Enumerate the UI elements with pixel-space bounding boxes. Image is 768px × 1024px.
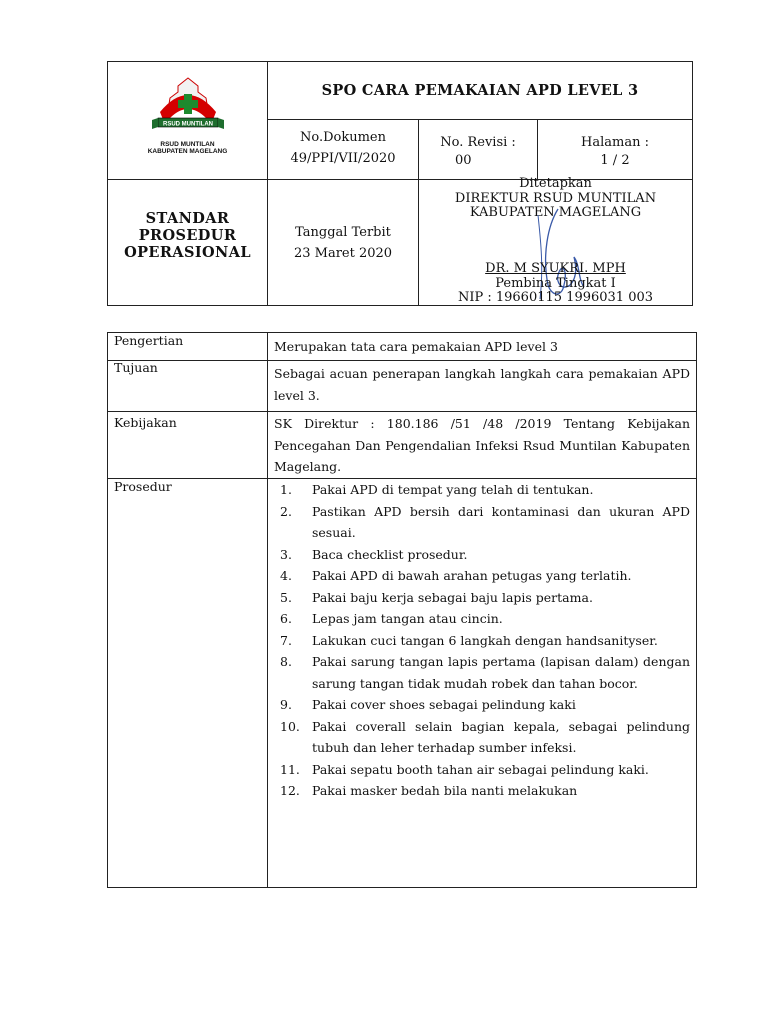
direktur-line1: DIREKTUR RSUD MUNTILAN xyxy=(454,190,657,206)
prosedur-steps-list xyxy=(274,479,690,802)
step-number: 11. xyxy=(280,761,300,777)
no-revisi-value: 00 xyxy=(455,153,472,168)
signer-rank: Pembina Tingkat I xyxy=(495,275,616,291)
step-text: Pakai APD di bawah arahan petugas yang terlatih. xyxy=(312,568,632,583)
step-number: 5. xyxy=(280,589,292,605)
step-number: 2. xyxy=(280,503,292,519)
table-divider xyxy=(108,360,696,361)
tanggal-terbit-label: Tanggal Terbit xyxy=(295,225,391,240)
step-text: Lepas jam tangan atau cincin. xyxy=(312,611,503,626)
step-number: 8. xyxy=(280,654,292,669)
kebijakan-text: SK Direktur : 180.186 /51 /48 /2019 Tentang Kebijakan Pencegahan Dan Pengendalian Infeksi Rsud Muntilan Kabupaten Magelang. xyxy=(274,416,690,474)
document-header-table xyxy=(107,61,693,306)
signer-nip: NIP : 19660115 1996031 003 xyxy=(457,290,654,305)
ditetapkan-label: Ditetapkan xyxy=(519,176,592,191)
sop-line3: OPERASIONAL xyxy=(124,244,251,261)
step-text: Pakai sepatu booth tahan air sebagai pelindung kaki. xyxy=(312,761,649,777)
step-text: Pakai coverall selain bagian kepala, sebagai pelindung tubuh dan leher terhadap sumber infeksi. xyxy=(312,718,690,755)
logo-banner-text: RSUD MUNTILAN xyxy=(163,121,213,128)
table-divider xyxy=(108,411,696,412)
step-text: Pakai APD di tempat yang telah di tentukan. xyxy=(312,482,594,497)
step-number: 4. xyxy=(280,568,292,583)
logo-caption-line2: KABUPATEN MAGELANG xyxy=(147,148,228,155)
step-text: Pakai masker bedah bila nanti melakukan xyxy=(312,783,578,798)
sop-line1: STANDAR xyxy=(145,210,230,227)
list-item xyxy=(274,565,690,587)
tanggal-terbit-value: 23 Maret 2020 xyxy=(293,246,393,261)
table-divider xyxy=(267,333,268,887)
list-item xyxy=(274,651,690,694)
step-number: 12. xyxy=(280,783,300,798)
pengertian-label: Pengertian xyxy=(114,333,184,348)
no-dokumen-label: No.Dokumen xyxy=(300,130,386,145)
pengertian-text: Merupakan tata cara pemakaian APD level 3 xyxy=(274,339,558,354)
list-item xyxy=(274,759,690,781)
no-revisi-label: No. Revisi : xyxy=(440,135,516,150)
list-item xyxy=(274,544,690,566)
halaman-value: 1 / 2 xyxy=(600,153,630,168)
hospital-logo-icon xyxy=(146,74,230,136)
list-item xyxy=(274,479,690,501)
document-title: SPO CARA PEMAKAIAN APD LEVEL 3 xyxy=(321,82,639,99)
step-text: Pakai cover shoes sebagai pelindung kaki xyxy=(312,697,576,712)
procedure-table xyxy=(107,332,697,888)
step-text: Pastikan APD bersih dari kontaminasi dan ukuran APD sesuai. xyxy=(312,503,690,540)
sop-line2: PROSEDUR xyxy=(138,227,237,244)
list-item xyxy=(274,630,690,652)
list-item xyxy=(274,716,690,759)
step-number: 10. xyxy=(280,718,300,734)
step-text: Pakai sarung tangan lapis pertama (lapisan dalam) dengan sarung tangan tidak mudah robek dan tahan bocor. xyxy=(312,654,690,691)
step-text: Pakai baju kerja sebagai baju lapis pertama. xyxy=(312,589,593,605)
logo-caption-line1: RSUD MUNTILAN xyxy=(160,141,215,148)
step-text: Baca checklist prosedur. xyxy=(312,546,468,562)
list-item xyxy=(274,780,690,802)
direktur-line2: KABUPATEN MAGELANG xyxy=(469,205,642,220)
header-divider xyxy=(267,119,692,120)
tujuan-label: Tujuan xyxy=(114,360,158,375)
list-item xyxy=(274,608,690,630)
hospital-logo xyxy=(108,62,267,179)
step-number: 1. xyxy=(280,482,292,497)
step-number: 3. xyxy=(280,546,292,562)
step-number: 7. xyxy=(280,632,292,648)
prosedur-label: Prosedur xyxy=(114,479,172,494)
list-item xyxy=(274,694,690,716)
step-number: 9. xyxy=(280,697,292,712)
list-item xyxy=(274,587,690,609)
tujuan-text: Sebagai acuan penerapan langkah langkah cara pemakaian APD level 3. xyxy=(274,366,690,403)
signer-name: DR. M SYUKRI. MPH xyxy=(485,261,626,276)
kebijakan-label: Kebijakan xyxy=(114,415,177,430)
step-number: 6. xyxy=(280,611,292,626)
halaman-label: Halaman : xyxy=(581,135,649,150)
step-text: Lakukan cuci tangan 6 langkah dengan handsanityser. xyxy=(312,632,658,648)
list-item xyxy=(274,501,690,544)
no-dokumen-value: 49/PPI/VII/2020 xyxy=(290,151,396,166)
